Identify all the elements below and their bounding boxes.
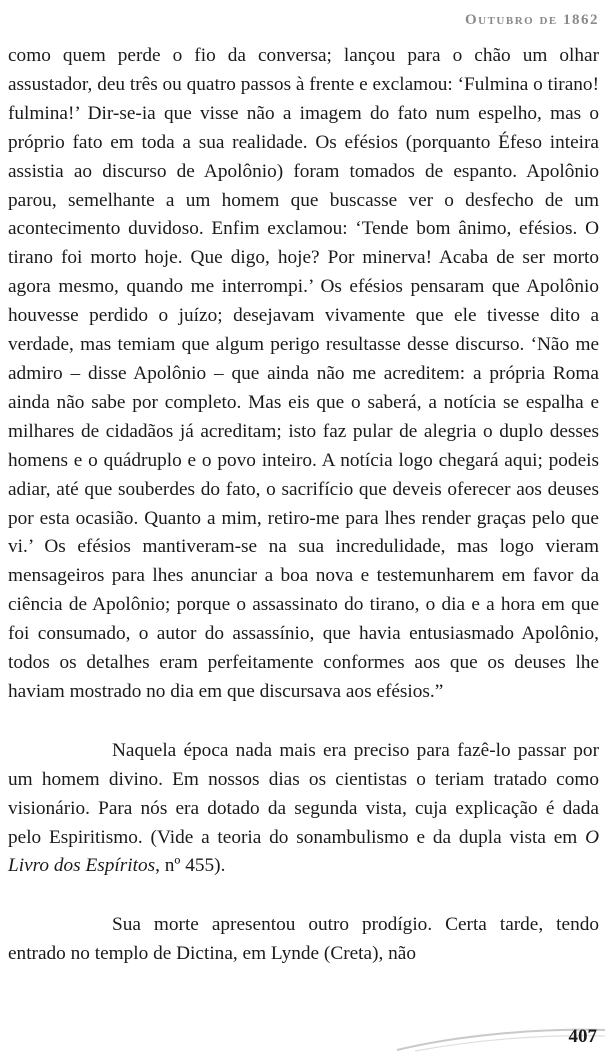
paragraph: Sua morte apresentou outro prodígio. Certa tarde, tendo entrado no templo de Dictina, em Lynde (Creta), não — [8, 914, 599, 965]
page-body — [8, 42, 599, 969]
running-header: Outubro de 1862 — [464, 12, 599, 28]
paragraph-text: , nº 455). — [155, 855, 226, 877]
paragraph — [8, 737, 599, 882]
paragraph-text: Naquela época nada mais era preciso para fazê-lo passar por um homem divino. Em nossos dias os cientistas o teriam tratado como visionário. Para nós era dotado da segunda vista, cuja explicação é dada pelo Espiritismo. (Vide a teoria do sonambulismo e da dupla vista em — [8, 739, 599, 848]
book-title: O Livro dos Espíritos — [8, 826, 599, 877]
page-number: 407 — [568, 1026, 597, 1047]
paragraph: como quem perde o fio da conversa; lançou para o chão um olhar assustador, deu três ou quatro passos à frente e exclamou: ‘Fulmina o tirano! fulmina!’ Dir-se-ia que visse não a imagem do fato num espelho, mas o próprio fato em toda a sua realidade. Os efésios (porquanto Éfeso inteira assistia ao discurso de Apolônio) foram tomados de espanto. Apolônio parou, semelhante a um homem que buscasse ver o desfecho de um acontecimento duvidoso. Enfim exclamou: ‘Tende bom ânimo, efésios. O tirano foi morto hoje. Que digo, hoje? Por minerva! Acaba de ser morto agora mesmo, quando me interrompi.’ Os efésios pensaram que Apolônio houvesse perdido o juízo; desejavam vivamente que ele tivesse dito a verdade, mas temiam que algum perigo resultasse desse discurso. ‘Não me admiro – disse Apolônio – que ainda não me acreditem: a própria Roma ainda não sabe por completo. Mas eis que o saberá, a notícia se espalha e milhares de cidadãos já acreditam; isto faz pular de alegria o duplo desses homens e o quádruplo e o povo inteiro. A notícia logo chegará aqui; podeis adiar, até que souberdes do fato, o sacrifício que deveis oferecer aos deuses por esta ocasião. Quanto a mim, retiro-me para lhes render graças pelo que vi.’ Os efésios mantiveram-se na sua incredulidade, mas logo vieram mensageiros para lhes anunciar a boa nova e testemunharem em favor da ciência de Apolônio; porque o assassinato do tirano, o dia e a hora em que foi consumado, o autor do assassínio, que havia entusiasmado Apolônio, todos os detalhes eram perfeitamente conformes aos que os deuses lhe haviam mostrado no dia em que discursava aos efésios.” — [8, 45, 599, 702]
